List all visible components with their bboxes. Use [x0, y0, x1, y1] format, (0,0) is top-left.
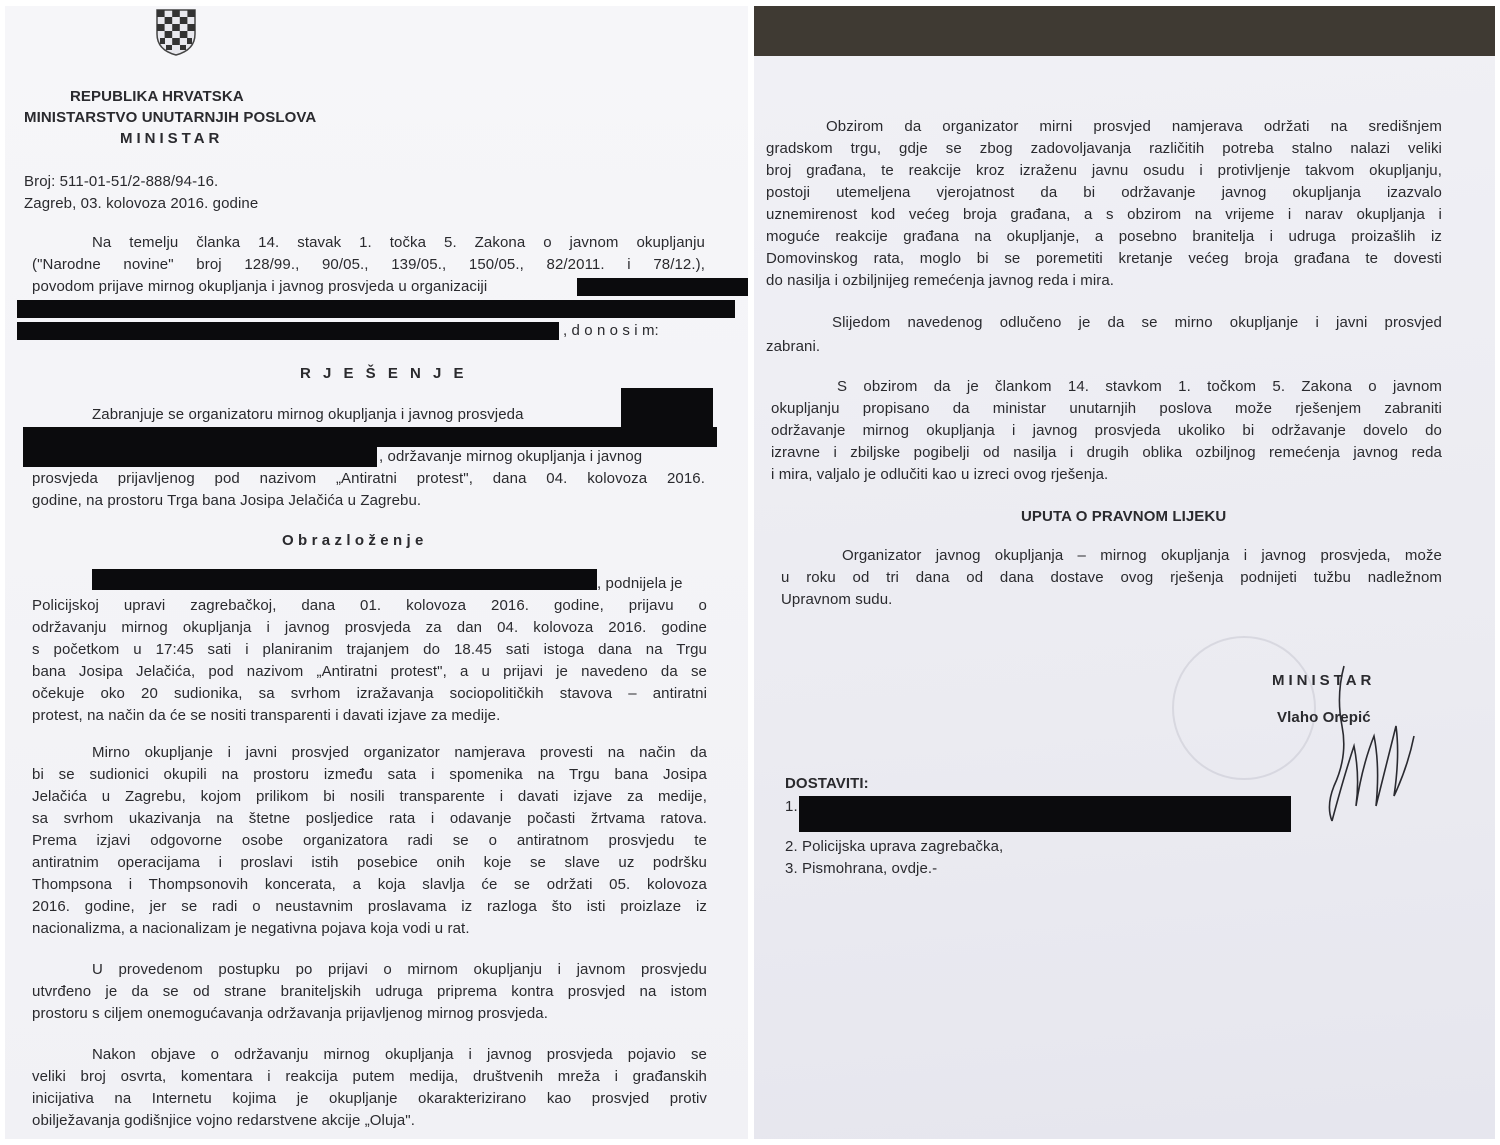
decision-line: prosvjeda prijavljenog pod nazivom „Antiratni protest", dana 04. kolovoza 2016.: [32, 470, 705, 487]
reasoning-line: uznemirenost kod većeg broja građana, a s obzirom na vrijeme i narav okupljanja i: [766, 206, 1442, 223]
reasoning-line: okupljanju propisano da ministar unutarnjih poslova može rješenjem zabraniti: [771, 400, 1442, 417]
reasoning-line: Nakon objave o održavanju mirnog okupljanja i javnog prosvjeda pojavio se: [92, 1046, 707, 1063]
redacted-block: [17, 322, 559, 340]
reasoning-line: Thompsona i Thompsonovih koncerata, a koja slavlja će se održati 05. kolovoza: [32, 876, 707, 893]
delivery-item: 1.: [785, 798, 798, 815]
reasoning-line: veliki broj osvrta, komentara i reakcija putem medija, društvenih mreža i građanskih: [32, 1068, 707, 1085]
redacted-block: [621, 388, 713, 428]
header-minister: MINISTAR: [120, 130, 224, 147]
reasoning-line: održavanju mirnog okupljanja i javnog prosvjeda za dan 04. kolovoza 2016. godine: [32, 619, 707, 636]
reasoning-line: Domovinskog rata, moglo bi se poremetiti kretanje većeg broja građana te dovesti: [766, 250, 1442, 267]
reasoning-line: i mira, valjalo je odlučiti kao u izreci ovog rješenja.: [771, 466, 1109, 483]
handwritten-signature: [1314, 656, 1424, 836]
reasoning-line: Jelačića u Zagrebu, kojom prilikom bi nosili transparente i davati izjave za medije,: [32, 788, 707, 805]
redacted-block: [23, 427, 717, 447]
reasoning-line: U provedenom postupku po prijavi o mirnom okupljanju i javnom prosvjedu: [92, 961, 707, 978]
header-republic: REPUBLIKA HRVATSKA: [70, 88, 244, 105]
decision-title: R J E Š E N J E: [300, 365, 468, 382]
reasoning-line: antiratnim operacijama i proslavi istih posebice onih koje se slave uz podršku: [32, 854, 707, 871]
redacted-block: [799, 796, 1291, 832]
signature-title: MINISTAR: [1272, 672, 1376, 689]
reasoning-line: bi se sudionici okupili na prostoru između sata i spomenika na Trgu bana Josipa: [32, 766, 707, 783]
redacted-block: [23, 447, 377, 467]
signature-name: Vlaho Orepić: [1277, 709, 1371, 726]
reasoning-line: s početkom u 17:45 sati i planiranim trajanjem do 18.45 sati istoga dana na Trgu: [32, 641, 707, 658]
reasoning-line: nacionalizma, a nacionalizam je negativna pojava koja vodi u rat.: [32, 920, 470, 937]
reasoning-title: O b r a z l o ž e n j e: [282, 532, 424, 549]
intro-line: , d o n o s i m:: [563, 322, 659, 339]
reasoning-line: , podnijela je: [597, 575, 683, 592]
reasoning-line: S obzirom da je člankom 14. stavkom 1. točkom 5. Zakona o javnom: [837, 378, 1442, 395]
reasoning-line: postoji utemeljena vjerojatnost da bi održavanje javnog okupljanja izazvalo: [766, 184, 1442, 201]
legal-remedy-line: Organizator javnog okupljanja – mirnog okupljanja i javnog prosvjeda, može: [842, 547, 1442, 564]
reasoning-line: Slijedom navedenog odlučeno je da se mirno okupljanje i javni prosvjed: [832, 314, 1442, 331]
decision-line: Zabranjuje se organizatoru mirnog okupljanja i javnog prosvjeda: [92, 406, 524, 423]
reasoning-line: moguće reakcije građana na okupljanje, a posebno branitelja i udruga proizašlih iz: [766, 228, 1442, 245]
reasoning-line: 2016. godine, jer se radi o neustavnim proslavama iz razloga što isti proizlaze iz: [32, 898, 707, 915]
reasoning-line: bana Josipa Jelačića, pod nazivom „Antiratni protest", a u prijavi je navedeno da se: [32, 663, 707, 680]
decision-line: godine, na prostoru Trga bana Josipa Jelačića u Zagrebu.: [32, 492, 422, 509]
place-and-date: Zagreb, 03. kolovoza 2016. godine: [24, 195, 259, 212]
reasoning-line: Mirno okupljanje i javni prosvjed organizator namjerava provesti na način da: [92, 744, 707, 761]
reasoning-line: održavanje mirnog okupljanja i javnog prosvjeda ukoliko bi održavanje dovelo do: [771, 422, 1442, 439]
reasoning-line: protest, na način da će se nositi transparenti i davati izjave za medije.: [32, 707, 501, 724]
reasoning-line: zabrani.: [766, 338, 821, 355]
reasoning-line: Prema izjavi odgovorne osobe organizatora radi se o antiratnom prosvjedu te: [32, 832, 707, 849]
redacted-block: [577, 278, 748, 296]
reasoning-line: izravne i zbiljske pogibelji od nasilja i drugih oblika ozbiljnog remećenja javnog reda: [771, 444, 1442, 461]
reasoning-line: očekuje oko 20 sudionika, sa svrhom izražavanja sociopolitičkih stavova – antiratni: [32, 685, 707, 702]
legal-remedy-line: Upravnom sudu.: [781, 591, 893, 608]
reasoning-line: Obzirom da organizator mirni prosvjed namjerava održati na središnjem: [826, 118, 1442, 135]
document-page-1: [5, 6, 748, 1139]
redacted-block: [92, 569, 597, 590]
redacted-block: [17, 300, 735, 318]
reasoning-line: obilježavanja godišnjice vojno redarstvene akcije „Oluja".: [32, 1112, 415, 1129]
reasoning-line: prostoru s ciljem onemogućavanja održavanja prijavljenog mirnog prosvjeda.: [32, 1005, 549, 1022]
croatian-coat-of-arms-icon: [155, 6, 197, 56]
header-ministry: MINISTARSTVO UNUTARNJIH POSLOVA: [24, 109, 317, 126]
reasoning-line: broj građana, te reakcije kroz izraženu javnu osudu i protivljenje takvom okupljanju,: [766, 162, 1442, 179]
reasoning-line: gradskom trgu, gdje se zbog zadovoljavanja različitih potreba stalno nalazi veliki: [766, 140, 1442, 157]
reasoning-line: sa svrhom ukazivanja na štetne posljedice rata i odavanje počasti žrtvama ratova.: [32, 810, 707, 827]
reasoning-line: inicijativa na Internetu kojima je okupljanje okarakterizirano kao prosvjed protiv: [32, 1090, 707, 1107]
document-page-2: [754, 6, 1495, 1139]
legal-remedy-title: UPUTA O PRAVNOM LIJEKU: [1021, 508, 1227, 525]
delivery-title: DOSTAVITI:: [785, 775, 869, 792]
paper-sheet: [754, 56, 1495, 1139]
intro-line: Na temelju članka 14. stavak 1. točka 5. Zakona o javnom okupljanju: [92, 234, 705, 251]
decision-line: , održavanje mirnog okupljanja i javnog: [379, 448, 643, 465]
intro-line: ("Narodne novine" broj 128/99., 90/05., 139/05., 150/05., 82/2011. i 78/12.),: [32, 256, 705, 273]
reasoning-line: do nasilja i ozbiljnijeg remećenja javnog reda i mira.: [766, 272, 1115, 289]
reference-number: Broj: 511-01-51/2-888/94-16.: [24, 173, 219, 190]
reasoning-line: utvrđeno je da se od strane braniteljskih udruga priprema kontra prosvjed na istom: [32, 983, 707, 1000]
intro-line: povodom prijave mirnog okupljanja i javnog prosvjeda u organizaciji: [32, 278, 488, 295]
delivery-item: 3. Pismohrana, ovdje.-: [785, 860, 938, 877]
reasoning-line: Policijskoj upravi zagrebačkoj, dana 01. kolovoza 2016. godine, prijavu o: [32, 597, 707, 614]
legal-remedy-line: u roku od tri dana od dana dostave ovog rješenja podnijeti tužbu nadležnom: [781, 569, 1442, 586]
delivery-item: 2. Policijska uprava zagrebačka,: [785, 838, 1004, 855]
